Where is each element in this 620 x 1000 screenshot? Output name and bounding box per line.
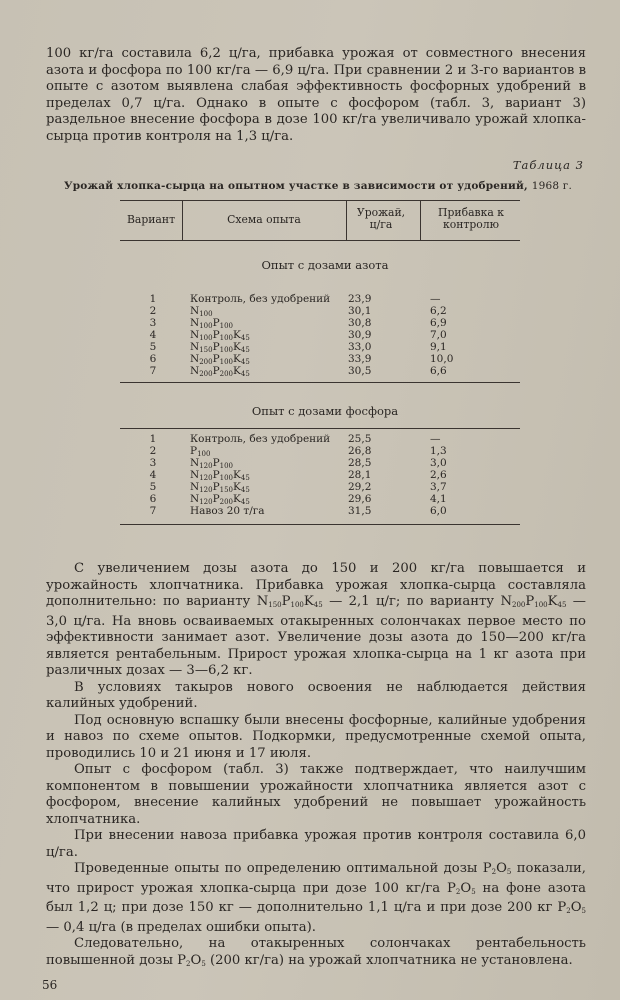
row-variant: 3 (149, 317, 157, 329)
row-scheme: $N_{100}P_{100}K_{45}$ (190, 329, 250, 342)
row-scheme: $N_{100}$ (190, 305, 213, 318)
row-yield: 29,6 (348, 493, 372, 505)
row-scheme: $N_{150}P_{100}K_{45}$ (190, 341, 250, 354)
row-yield: 29,2 (348, 481, 372, 493)
row-variant: 1 (149, 433, 157, 445)
row-yield: 23,9 (348, 293, 372, 305)
row-scheme: $N_{120}P_{150}K_{45}$ (190, 481, 250, 494)
table-row (120, 434, 520, 445)
section-title-nitrogen: Опыт с дозами азота (261, 258, 389, 272)
table-bottom-rule (120, 524, 520, 525)
header-scheme: Схема опыта (227, 213, 301, 226)
row-yield: 28,1 (348, 469, 372, 481)
table-header-rule (120, 240, 520, 241)
row-yield: 30,9 (348, 329, 372, 341)
row-increase: 6,2 (430, 305, 447, 317)
section-end-rule (120, 382, 520, 383)
row-yield: 30,1 (348, 305, 372, 317)
row-yield: 25,5 (348, 433, 372, 445)
body-paragraph: При внесении навоза прибавка урожая против контроля составила 6,0 ц/га. (46, 828, 586, 860)
body-paragraph: В условиях такыров нового освоения не наблюдается действия калийных удобрений. (46, 679, 586, 711)
body-paragraph: Под основную вспашку были внесены фосфорные, калийные удобрения и навоз по схеме опытов. Подкормки, предусмотренные схемой опыта, проводились 10 и 21 июня и 17 июля. (46, 712, 586, 761)
row-scheme: $P_{100}$ (190, 445, 211, 458)
row-yield: 26,8 (348, 445, 372, 457)
row-scheme: $N_{120}P_{100}K_{45}$ (190, 469, 250, 482)
row-scheme: $N_{200}P_{200}K_{45}$ (190, 365, 250, 378)
table-row (120, 330, 520, 341)
row-increase: 7,0 (430, 329, 447, 341)
table-row (120, 446, 520, 457)
table-row (120, 458, 520, 469)
row-yield: 30,8 (348, 317, 372, 329)
row-scheme: Навоз 20 т/га (190, 505, 265, 517)
row-scheme: $N_{200}P_{100}K_{45}$ (190, 353, 250, 366)
row-yield: 31,5 (348, 505, 372, 517)
table-row (120, 366, 520, 377)
table-row (120, 306, 520, 317)
table-top-rule (120, 200, 520, 201)
row-increase: 6,9 (430, 317, 447, 329)
row-variant: 6 (149, 353, 157, 365)
body-paragraph: Опыт с фосфором (табл. 3) также подтверждает, что наилучшим компонентом в повышении урожайности хлопчатника является азот с фосфором, внесение калийных удобрений не повышает урожайность хлопчатника. (46, 762, 587, 827)
section-title-phosphorus: Опыт с дозами фосфора (251, 404, 399, 418)
row-variant: 5 (149, 341, 157, 353)
row-variant: 4 (149, 329, 157, 341)
table-row (120, 342, 520, 353)
row-scheme: Контроль, без удобрений (190, 433, 331, 445)
table-caption-year: 1968 г. (531, 180, 573, 192)
row-scheme: Контроль, без удобрений (190, 293, 331, 305)
row-increase: 10,0 (430, 353, 454, 365)
row-variant: 4 (149, 469, 157, 481)
row-yield: 30,5 (348, 365, 372, 377)
row-yield: 33,9 (348, 353, 372, 365)
row-variant: 6 (149, 493, 157, 505)
row-variant: 2 (149, 305, 157, 317)
row-increase: 2,6 (430, 469, 447, 481)
header-variant: Вариант (126, 213, 176, 226)
table-row (120, 354, 520, 365)
row-increase: 3,7 (430, 481, 447, 493)
header-increase: Прибавка к контролю (438, 206, 504, 231)
table-row (120, 294, 520, 305)
table-caption-text: Урожай хлопка-сырца на опытном участке в зависимости от удобрений, (64, 180, 528, 192)
row-yield: 28,5 (348, 457, 372, 469)
row-increase: 6,0 (430, 505, 447, 517)
row-increase: — (430, 433, 441, 445)
row-scheme: $N_{100}P_{100}$ (190, 317, 234, 330)
row-variant: 7 (149, 365, 157, 377)
table-row (120, 506, 520, 517)
table-caption (64, 180, 584, 192)
col-divider (420, 200, 421, 240)
row-increase: 9,1 (430, 341, 447, 353)
body-paragraph: Проведенные опыты по определению оптимальной дозы $P_2O_5$ показали, что прирост урожая хлопка-сырца при дозе 100 кг/га $P_2O_5$ на фоне азота был 1,2 ц; при дозе 150 кг — дополнительно 1,1 ц/га и при дозе 200 кг $P_2O_5$ — 0,4 ц/га (в пределах ошибки опыта). (46, 861, 586, 935)
body-paragraph: С увеличением дозы азота до 150 и 200 кг/га повышается и урожайность хлопчатника. Прибавка урожая хлопка-сырца составляла дополнительно: по варианту $N_{150}P_{100}K_{45}$ — 2,1 ц/г; по варианту $N_{200}P_{100}K_{45}$ — 3,0 ц/га. На вновь осваиваемых отакыренных солончаках первое место по эффективности занимает азот. Увеличение дозы азота до 150—200 кг/га является рентабельным. Прирост урожая хлопка-сырца на 1 кг азота при различных дозах — 3—6,2 кг. (46, 561, 586, 678)
row-scheme: $N_{120}P_{100}$ (190, 457, 234, 470)
row-variant: 1 (149, 293, 157, 305)
table-row (120, 318, 520, 329)
row-increase: 6,6 (430, 365, 447, 377)
row-increase: 1,3 (430, 445, 447, 457)
table-row (120, 470, 520, 481)
row-increase: 4,1 (430, 493, 447, 505)
intro-paragraph: 100 кг/га составила 6,2 ц/га, прибавка урожая от совместного внесения азота и фосфора по 100 кг/га — 6,9 ц/га. При сравнении 2 и 3-го вариантов в опыте с азотом выявлена слабая эффективность фосфорных удобрений в пределах 0,7 ц/га. Однако в опыте с фосфором (табл. 3, вариант 3) раздельное внесение фосфора в дозе 100 кг/га увеличивало урожай хлопка-сырца против контроля на 1,3 ц/га. (46, 46, 586, 144)
row-yield: 33,0 (348, 341, 372, 353)
row-variant: 5 (149, 481, 157, 493)
body-text (46, 561, 586, 972)
table-row (120, 482, 520, 493)
body-paragraph: Следовательно, на отакыренных солончаках рентабельность повышенной дозы $P_2O_5$ (200 кг/га) на урожай хлопчатника не установлена. (46, 936, 586, 968)
table-row (120, 494, 520, 505)
col-divider (346, 200, 347, 240)
row-increase: — (430, 293, 441, 305)
page-number: 56 (42, 978, 58, 992)
row-variant: 7 (149, 505, 157, 517)
row-variant: 3 (149, 457, 157, 469)
row-scheme: $N_{120}P_{200}K_{45}$ (190, 493, 250, 506)
header-yield: Урожай, ц/га (356, 206, 406, 231)
row-increase: 3,0 (430, 457, 447, 469)
section-start-rule (120, 428, 520, 429)
table-label: Таблица 3 (512, 158, 584, 172)
row-variant: 2 (149, 445, 157, 457)
